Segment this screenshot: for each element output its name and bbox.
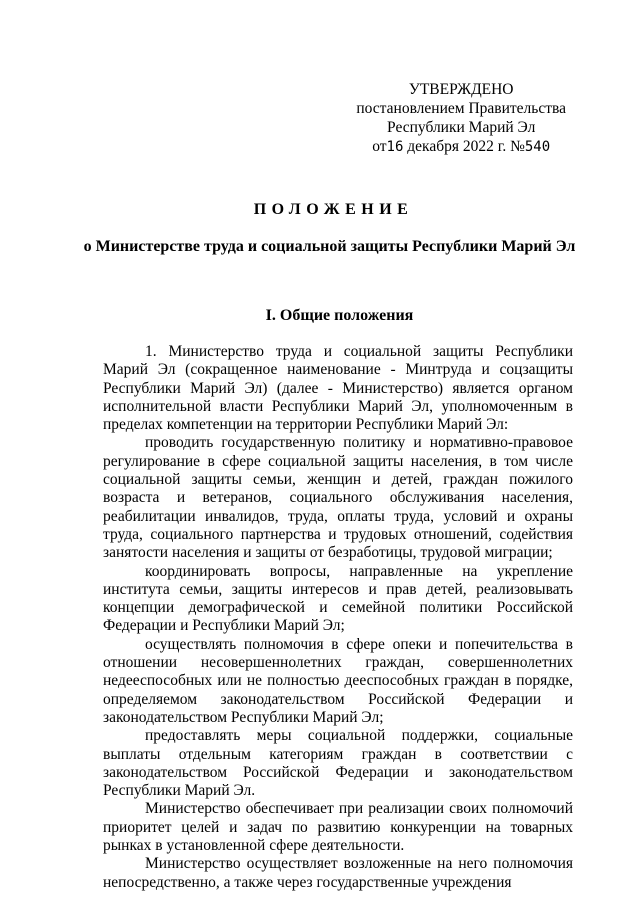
approval-day: 16 [386,139,404,155]
approval-stamp [356,80,566,157]
approval-date-text: декабря 2022 г. № [407,138,525,155]
paragraph: проводить государственную политику и нормативно-правовое регулирование в сфере социальной защиты населения, в том числе социальной защиты семьи, женщин и детей, граждан пожилого возраста и ветеранов, социального обслуживания населения, реабилитации инвалидов, труда, оплаты труда, условий и охраны труда, социального партнерства и трудовых отношений, содействия занятости населения и защиты от безработицы, трудовой миграции; [103,434,573,562]
document-body [103,343,573,892]
paragraph: осуществлять полномочия в сфере опеки и попечительства в отношении несовершеннолетних граждан, совершеннолетних недееспособных или не полностью дееспособных граждан в порядке, определяемом законодательством Российской Федерации и законодательством Республики Марий Эл; [103,635,573,726]
approval-heading: УТВЕРЖДЕНО [408,81,514,98]
approval-republic: Республики Марий Эл [387,119,536,136]
section-heading: I. Общие положения [265,307,414,324]
document-title: ПОЛОЖЕНИЕ [253,201,414,218]
approval-from: от [372,138,387,155]
paragraph: Министерство обеспечивает при реализации своих полномочий приоритет целей и задач по развитию конкуренции на товарных рынках в установленной сфере деятельности. [103,800,573,855]
paragraph: предоставлять меры социальной поддержки, социальные выплаты отдельным категориям граждан в соответствии с законодательством Российской Федерации и законодательством Республики Марий Эл. [103,727,573,800]
approval-number: 540 [524,139,551,155]
approval-resolution: постановлением Правительства [356,100,566,117]
paragraph: координировать вопросы, направленные на укрепление института семьи, защиты интересов и прав детей, реализовывать концепции демографической и семейной политики Российской Федерации и Республики Марий Эл; [103,562,573,635]
document-subtitle: о Министерстве труда и социальной защиты Республики Марий Эл [83,238,576,255]
paragraph: 1. Министерство труда и социальной защиты Республики Марий Эл (сокращенное наименование - Минтруда и соцзащиты Республики Марий Эл) (далее - Министерство) является органом исполнительной власти Республики Марий Эл, уполномоченным в пределах компетенции на территории Республики Марий Эл: [103,343,573,434]
approval-date-line [356,137,566,157]
paragraph: Министерство осуществляет возложенные на него полномочия непосредственно, а также через государственные учреждения [103,855,573,891]
